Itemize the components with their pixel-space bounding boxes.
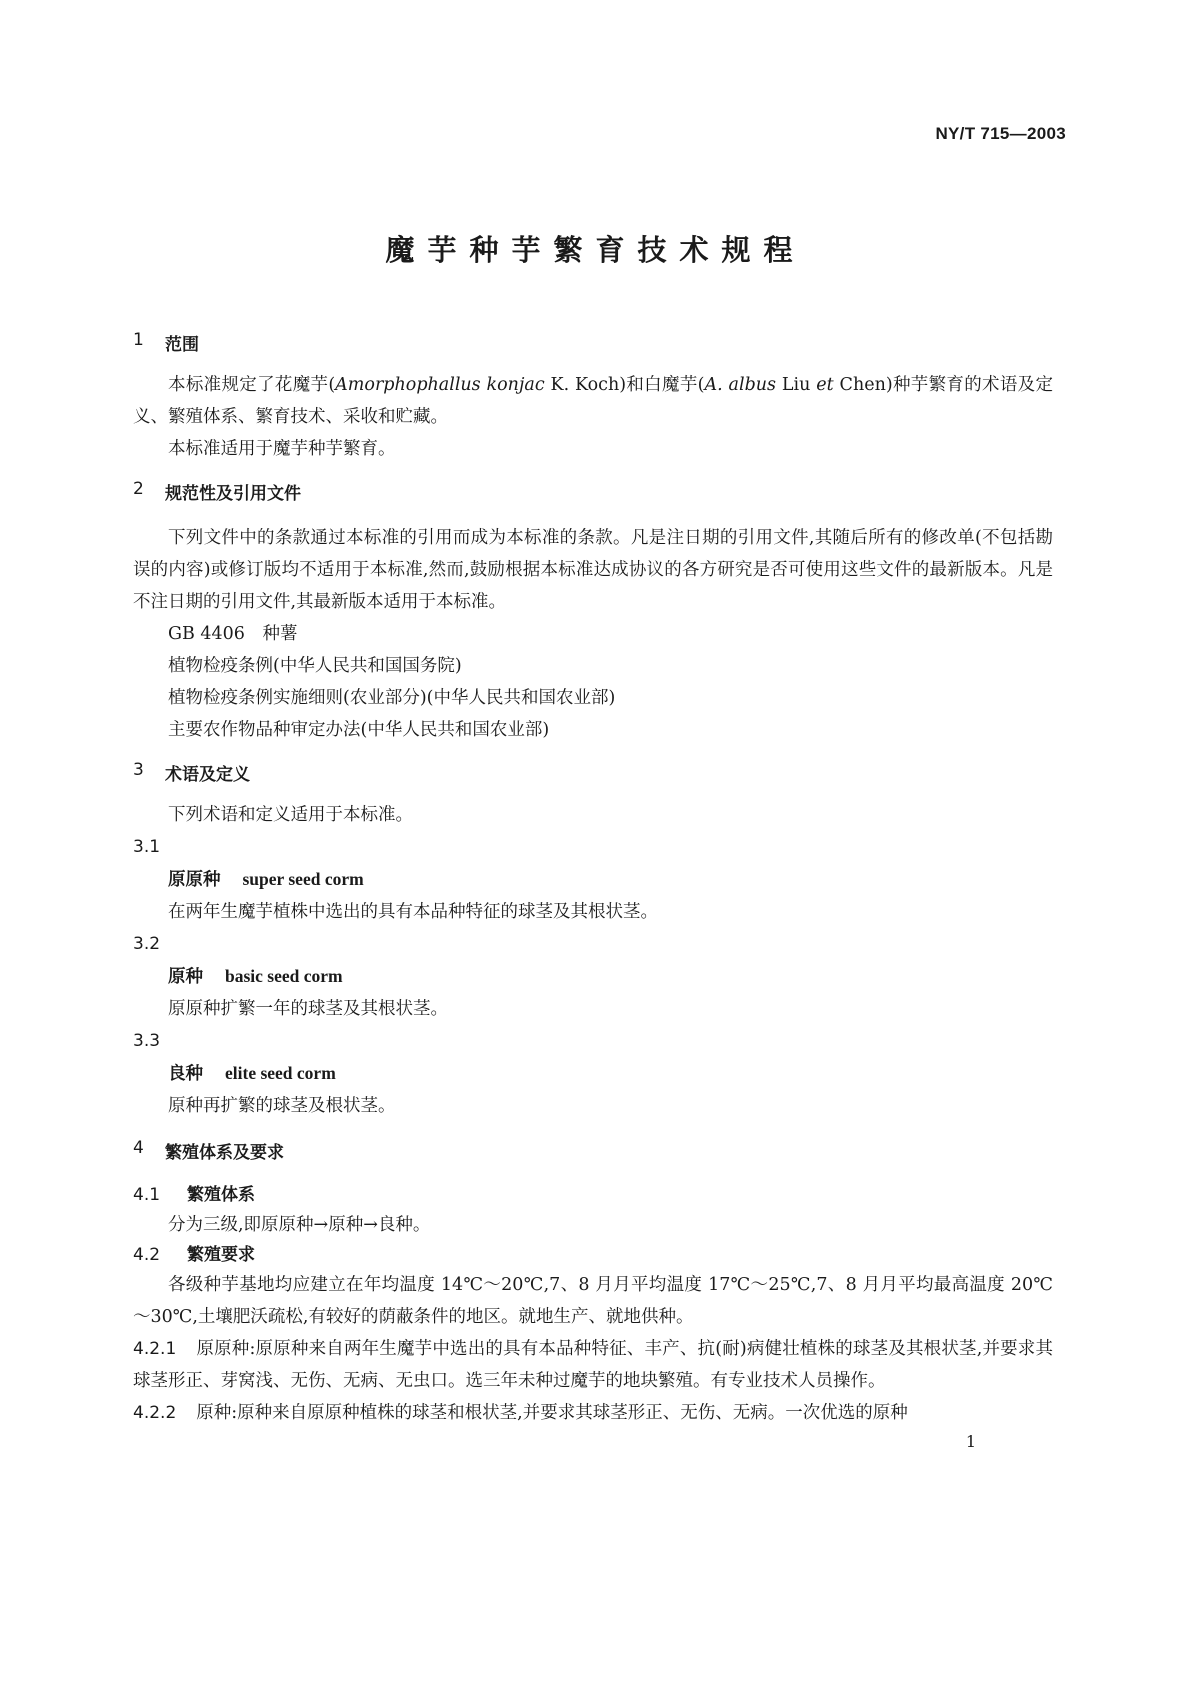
standard-number: NY/T 715—2003 — [935, 124, 1066, 143]
paragraph: 下列文件中的条款通过本标准的引用而成为本标准的条款。凡是注日期的引用文件,其随后所有的修改单(不包括勘误的内容)或修订版均不适用于本标准,然而,鼓励根据本标准达成协议的各方研究是否可使用这些文件的最新版本。凡是不注日期的引用文件,其最新版本适用于本标准。 — [133, 528, 1053, 612]
paragraph: 本标准适用于魔芋种芋繁育。 — [168, 439, 396, 459]
subsection-number: 4.1 — [133, 1185, 161, 1205]
subsection-title: 繁殖要求 — [187, 1245, 255, 1265]
section-heading — [133, 1138, 1053, 1163]
term-definition: 在两年生魔芋植株中选出的具有本品种特征的球茎及其根状茎。 — [168, 902, 658, 922]
term-title — [133, 960, 1053, 993]
clause — [133, 1397, 1053, 1429]
document-title: 魔芋种芋繁育技术规程 — [385, 233, 806, 267]
subsection-heading — [133, 1181, 1053, 1209]
clause-number: 4.2.1 — [133, 1339, 177, 1359]
paragraph: 各级种芋基地均应建立在年均温度 14℃～20℃,7、8 月月平均温度 17℃～25℃,7、8 月月平均最高温度 20℃～30℃,土壤肥沃疏松,有较好的荫蔽条件的地区。就地生产、就地供种。 — [133, 1275, 1053, 1327]
section-title: 规范性及引用文件 — [165, 484, 301, 504]
section-heading — [133, 760, 1053, 785]
term-number: 3.2 — [133, 934, 161, 954]
section-heading — [133, 479, 1053, 504]
page-number: 1 — [965, 1432, 976, 1451]
text-run: Liu — [776, 375, 817, 395]
clause-text: 原原种:原原种来自两年生魔芋中选出的具有本品种特征、丰产、抗(耐)病健壮植株的球茎及其根状茎,并要求其球茎形正、芽窝浅、无伤、无病、无虫口。选三年未种过魔芋的地块繁殖。有专业技术人员操作。 — [133, 1339, 1053, 1391]
reference-item: 植物检疫条例(中华人民共和国国务院) — [168, 656, 462, 676]
section-number: 2 — [133, 479, 144, 499]
latin-name: Amorphophallus konjac — [335, 375, 545, 395]
term-en: basic seed corm — [225, 966, 343, 986]
section-number: 3 — [133, 760, 144, 780]
latin-name: A. albus — [704, 375, 777, 395]
term-number: 3.3 — [133, 1031, 161, 1051]
subsection-number: 4.2 — [133, 1245, 161, 1265]
clause — [133, 1333, 1053, 1397]
paragraph: 分为三级,即原原种→原种→良种。 — [168, 1215, 431, 1235]
term-zh: 原原种 — [168, 870, 221, 890]
term-definition: 原种再扩繁的球茎及根状茎。 — [168, 1096, 396, 1116]
subsection-heading — [133, 1241, 1053, 1269]
term-en: super seed corm — [242, 869, 364, 889]
latin-name: et — [816, 375, 834, 395]
term-zh: 良种 — [168, 1064, 203, 1084]
clause-number: 4.2.2 — [133, 1403, 177, 1423]
section-number: 1 — [133, 330, 144, 350]
term-en: elite seed corm — [225, 1063, 336, 1083]
document-body — [133, 330, 1053, 1429]
text-run: K. Koch)和白魔芋( — [544, 375, 705, 395]
term-title — [133, 1057, 1053, 1090]
reference-item: GB 4406 种薯 — [168, 624, 298, 644]
text-run: Chen)种芋繁育的术语及定义、繁殖体系、繁育技术、采收和贮藏。 — [133, 375, 1053, 427]
term-definition: 原原种扩繁一年的球茎及其根状茎。 — [168, 999, 448, 1019]
reference-item: 植物检疫条例实施细则(农业部分)(中华人民共和国农业部) — [168, 688, 616, 708]
clause-text: 原种:原种来自原原种植株的球茎和根状茎,并要求其球茎形正、无伤、无病。一次优选的原种 — [196, 1403, 908, 1423]
term-zh: 原种 — [168, 967, 203, 987]
section-title: 术语及定义 — [165, 765, 250, 785]
term-number: 3.1 — [133, 837, 161, 857]
subsection-title: 繁殖体系 — [187, 1185, 255, 1205]
reference-item: 主要农作物品种审定办法(中华人民共和国农业部) — [168, 720, 550, 740]
section-heading — [133, 330, 1053, 355]
paragraph: 下列术语和定义适用于本标准。 — [168, 805, 413, 825]
text-run: 本标准规定了花魔芋( — [168, 375, 336, 395]
section-title: 繁殖体系及要求 — [165, 1143, 284, 1163]
section-number: 4 — [133, 1138, 144, 1158]
paragraph — [133, 369, 1053, 433]
term-title — [133, 863, 1053, 896]
section-title: 范围 — [165, 335, 199, 355]
